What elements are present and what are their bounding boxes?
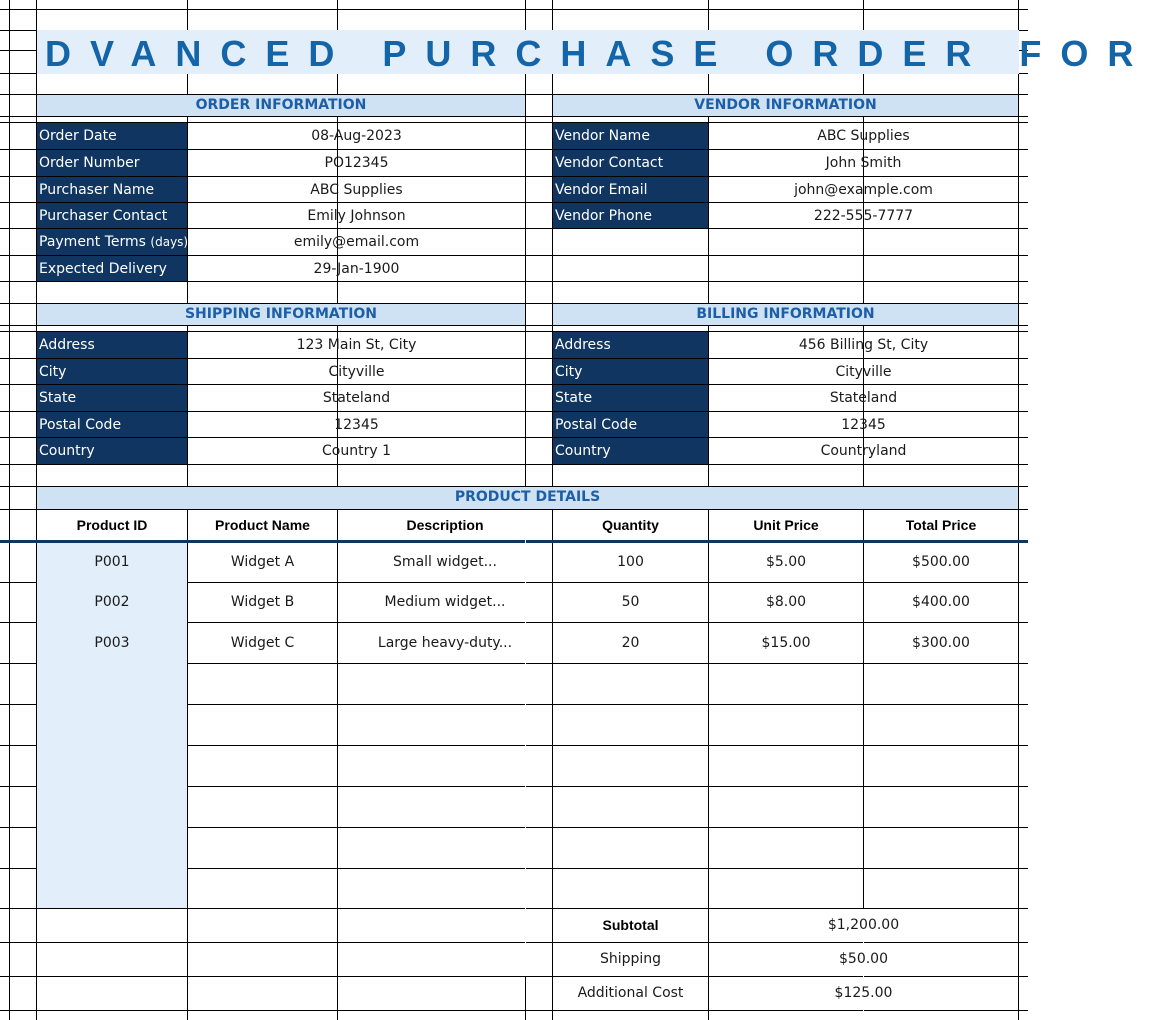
payment-terms-unit: (days): [150, 235, 189, 249]
vendor-name-value[interactable]: ABC Supplies: [817, 128, 910, 144]
billing-postal-code-value[interactable]: 12345: [841, 417, 886, 433]
vendor-contact-label: Vendor Contact: [553, 150, 708, 176]
product-total-price-cell[interactable]: $500.00: [912, 554, 970, 570]
product-total-price-cell[interactable]: $300.00: [912, 635, 970, 651]
product-id-cell[interactable]: P003: [94, 635, 130, 651]
col-header-product-id: Product ID: [76, 517, 148, 533]
shipping-information-header: SHIPPING INFORMATION: [37, 304, 525, 325]
billing-country-label: Country: [553, 438, 708, 464]
shipping-cost-label: Shipping: [599, 951, 662, 967]
vendor-contact-value[interactable]: John Smith: [825, 155, 902, 171]
subtotal-value[interactable]: $1,200.00: [827, 917, 900, 933]
product-description-cell[interactable]: Small widget...: [393, 554, 497, 570]
billing-state-value[interactable]: Stateland: [829, 390, 898, 406]
shipping-state-value[interactable]: Stateland: [322, 390, 391, 406]
vendor-phone-label: Vendor Phone: [553, 203, 708, 228]
purchaser-name-label: Purchaser Name: [37, 177, 187, 202]
vendor-name-label: Vendor Name: [553, 123, 708, 149]
col-header-quantity: Quantity: [602, 517, 659, 533]
document-title: DVANCED PURCHASE ORDER FOR: [45, 33, 1152, 74]
product-name-cell[interactable]: Widget B: [230, 594, 295, 610]
billing-country-value[interactable]: Countryland: [820, 443, 907, 459]
col-header-product-name: Product Name: [215, 517, 310, 533]
product-unit-price-cell[interactable]: $8.00: [765, 594, 807, 610]
shipping-address-value[interactable]: 123 Main St, City: [296, 337, 417, 353]
purchaser-contact-label: Purchaser Contact: [37, 203, 187, 228]
payment-terms-label: Payment Terms (days): [37, 229, 187, 255]
product-total-price-cell[interactable]: $400.00: [912, 594, 970, 610]
col-header-unit-price: Unit Price: [753, 517, 819, 533]
order-information-header: ORDER INFORMATION: [37, 95, 525, 116]
product-name-cell[interactable]: Widget A: [230, 554, 295, 570]
order-date-label: Order Date: [37, 123, 187, 149]
col-header-total-price: Total Price: [905, 517, 977, 533]
product-details-header: PRODUCT DETAILS: [37, 487, 1018, 509]
shipping-city-label: City: [37, 359, 187, 384]
billing-city-value[interactable]: Cityville: [835, 364, 892, 380]
shipping-cost-value[interactable]: $50.00: [839, 951, 888, 967]
expected-delivery-value[interactable]: 29-Jan-1900: [313, 261, 400, 277]
shipping-city-value[interactable]: Cityville: [328, 364, 385, 380]
shipping-postal-code-value[interactable]: 12345: [334, 417, 379, 433]
shipping-state-label: State: [37, 385, 187, 411]
product-quantity-cell[interactable]: 50: [621, 594, 640, 610]
product-quantity-cell[interactable]: 20: [621, 635, 640, 651]
order-date-value[interactable]: 08-Aug-2023: [311, 128, 402, 144]
product-unit-price-cell[interactable]: $5.00: [765, 554, 807, 570]
billing-address-value[interactable]: 456 Billing St, City: [798, 337, 929, 353]
subtotal-label: Subtotal: [602, 917, 659, 933]
billing-postal-code-label: Postal Code: [553, 412, 708, 437]
vendor-email-value[interactable]: john@example.com: [794, 182, 933, 198]
purchaser-contact-value[interactable]: Emily Johnson: [307, 208, 406, 224]
product-unit-price-cell[interactable]: $15.00: [761, 635, 811, 651]
shipping-country-value[interactable]: Country 1: [322, 443, 391, 459]
billing-information-header: BILLING INFORMATION: [553, 304, 1018, 325]
col-header-description: Description: [406, 517, 484, 533]
product-id-cell[interactable]: P001: [94, 554, 130, 570]
billing-state-label: State: [553, 385, 708, 411]
payment-terms-value[interactable]: emily@email.com: [293, 234, 420, 250]
expected-delivery-label: Expected Delivery: [37, 256, 187, 281]
additional-cost-label: Additional Cost: [577, 985, 684, 1001]
billing-city-label: City: [553, 359, 708, 384]
product-name-cell[interactable]: Widget C: [230, 635, 295, 651]
purchaser-name-value[interactable]: ABC Supplies: [310, 182, 403, 198]
shipping-country-label: Country: [37, 438, 187, 464]
order-number-label: Order Number: [37, 150, 187, 176]
vendor-phone-value[interactable]: 222-555-7777: [813, 208, 914, 224]
order-number-value[interactable]: PO12345: [324, 155, 389, 171]
additional-cost-value[interactable]: $125.00: [834, 985, 893, 1001]
product-quantity-cell[interactable]: 100: [617, 554, 644, 570]
vendor-email-label: Vendor Email: [553, 177, 708, 202]
billing-address-label: Address: [553, 332, 708, 358]
shipping-postal-code-label: Postal Code: [37, 412, 187, 437]
title-band: [37, 30, 1152, 74]
shipping-address-label: Address: [37, 332, 187, 358]
product-id-cell[interactable]: P002: [94, 594, 130, 610]
product-description-cell[interactable]: Large heavy-duty...: [377, 635, 513, 651]
vendor-information-header: VENDOR INFORMATION: [553, 95, 1018, 116]
product-description-cell[interactable]: Medium widget...: [384, 594, 506, 610]
